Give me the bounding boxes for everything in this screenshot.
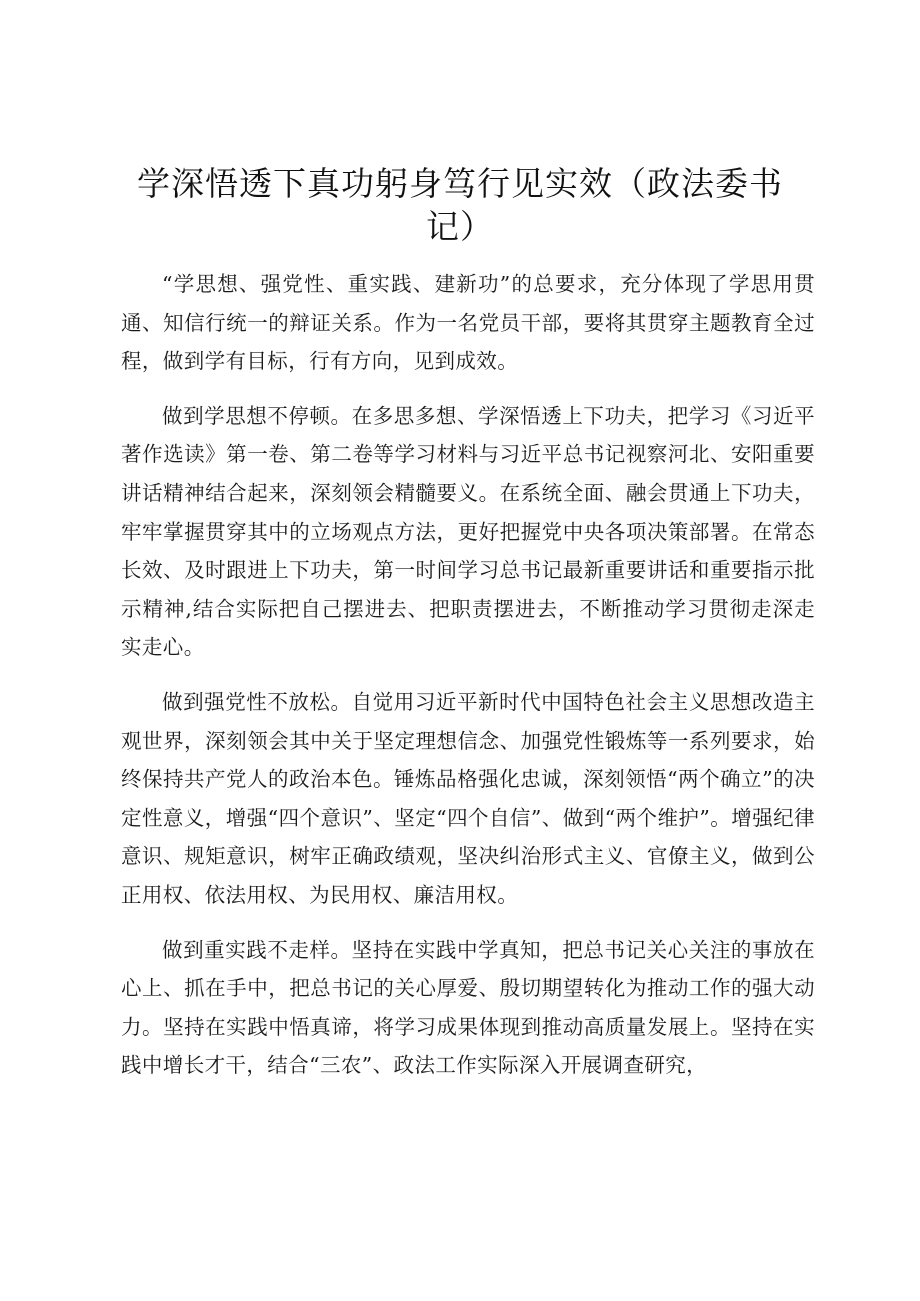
paragraph-study-thought: 做到学思想不停顿。在多思多想、学深悟透上下功夫，把学习《习近平著作选读》第一卷、第二卷等学习材料与习近平总书记视察河北、安阳重要讲话精神结合起来，深刻领会精髓要义。在系统全面、融会贯通上下功夫，牢牢掌握贯穿其中的立场观点方法，更好把握党中央各项决策部署。在常态长效、及时跟进上下功夫，第一时间学习总书记最新重要讲话和重要指示批示精神,结合实际把自己摆进去、把职责摆进去，不断推动学习贯彻走深走实走心。 xyxy=(121,403,815,660)
document-body xyxy=(121,265,815,1101)
paragraph-intro: “学思想、强党性、重实践、建新功”的总要求，充分体现了学思用贯通、知信行统一的辩证关系。作为一名党员干部，要将其贯穿主题教育全过程，做到学有目标，行有方向，见到成效。 xyxy=(121,272,815,374)
paragraph-party-spirit: 做到强党性不放松。自觉用习近平新时代中国特色社会主义思想改造主观世界，深刻领会其中关于坚定理想信念、加强党性锻炼等一系列要求，始终保持共产党人的政治本色。锤炼品格强化忠诚，深刻领悟“两个确立”的决定性意义，增强“四个意识”、坚定“四个自信”、做到“两个维护”。增强纪律意识、规矩意识，树牢正确政绩观，坚决纠治形式主义、官僚主义，做到公正用权、依法用权、为民用权、廉洁用权。 xyxy=(121,689,815,907)
paragraph-practice: 做到重实践不走样。坚持在实践中学真知，把总书记关心关注的事放在心上、抓在手中，把总书记的关心厚爱、殷切期望转化为推动工作的强大动力。坚持在实践中悟真谛，将学习成果体现到推动高质量发展上。坚持在实践中增长才干，结合“三农”、政法工作实际深入开展调查研究， xyxy=(121,937,815,1078)
document-title: 学深悟透下真功躬身笃行见实效（政法委书记） xyxy=(137,164,783,246)
